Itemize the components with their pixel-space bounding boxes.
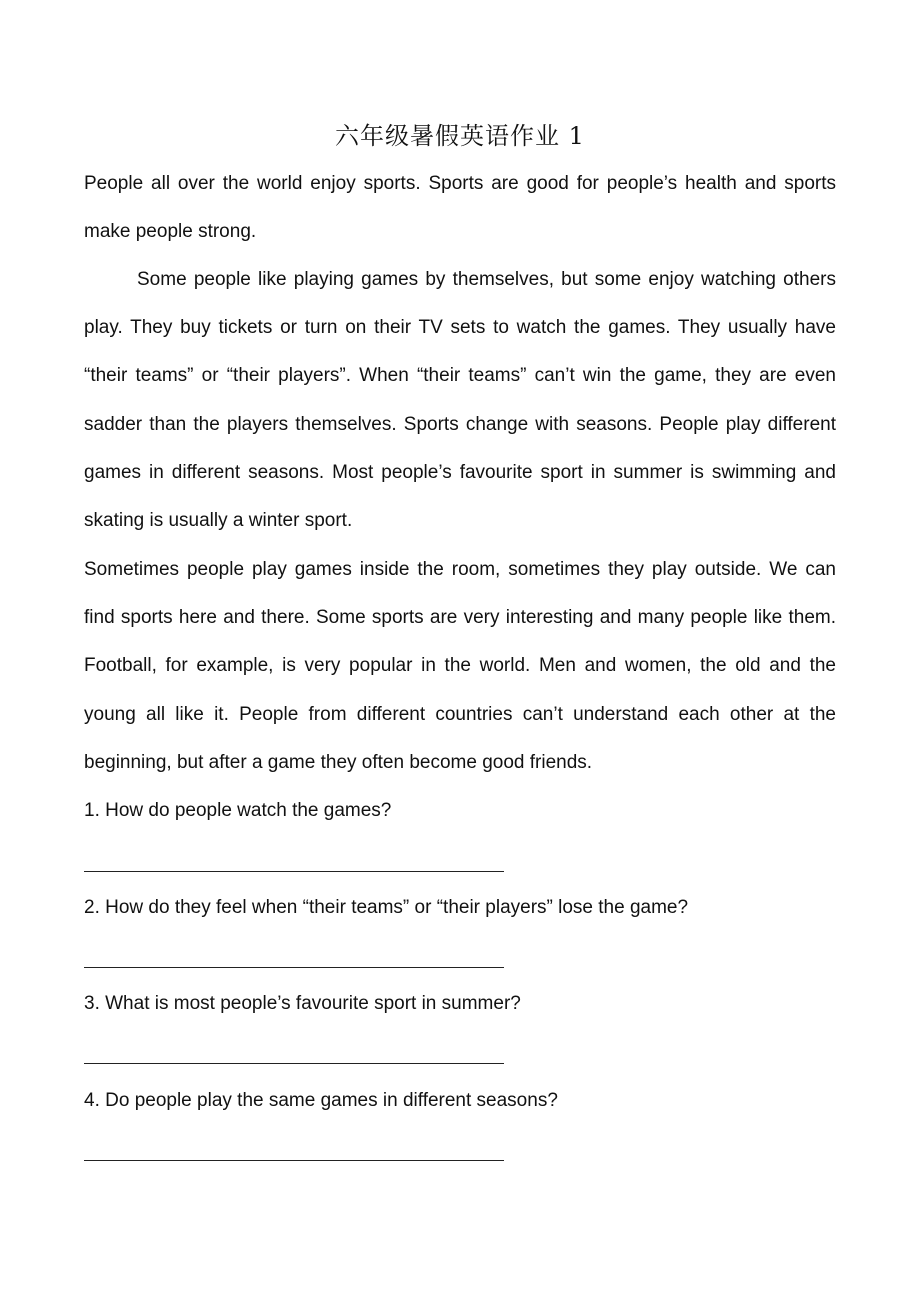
passage-paragraph-1: People all over the world enjoy sports. Sports are good for people’s health and sports make people strong. [84,173,836,243]
passage-paragraph-2: Some people like playing games by themselves, but some enjoy watching others play. They buy tickets or turn on their TV sets to watch the games. They usually have “their teams” or “their players”. When “their teams” can’t win the game, they are even sadder than the players themselves. Sports change with seasons. People play different games in different seasons. Most people’s favourite sport in summer is swimming and skating is usually a winter sport. [84,269,836,532]
worksheet-title: 六年级暑假英语作业 1 [335,122,585,150]
answer-line-1[interactable] [84,871,504,872]
answer-line-3[interactable] [84,1063,504,1064]
question-2: 2. How do they feel when “their teams” or “their players” lose the game? [84,897,689,918]
passage-paragraph-3: Sometimes people play games inside the room, sometimes they play outside. We can find sports here and there. Some sports are very interesting and many people like them. Football, for example, is very popular in the world. Men and women, the old and the young all like it. People from different countries can’t understand each other at the beginning, but after a game they often become good friends. [84,559,836,773]
answer-line-2[interactable] [84,967,504,968]
question-1: 1. How do people watch the games? [84,800,392,821]
question-4: 4. Do people play the same games in different seasons? [84,1090,558,1111]
answer-line-4[interactable] [84,1160,504,1161]
question-3: 3. What is most people’s favourite sport in summer? [84,993,521,1014]
